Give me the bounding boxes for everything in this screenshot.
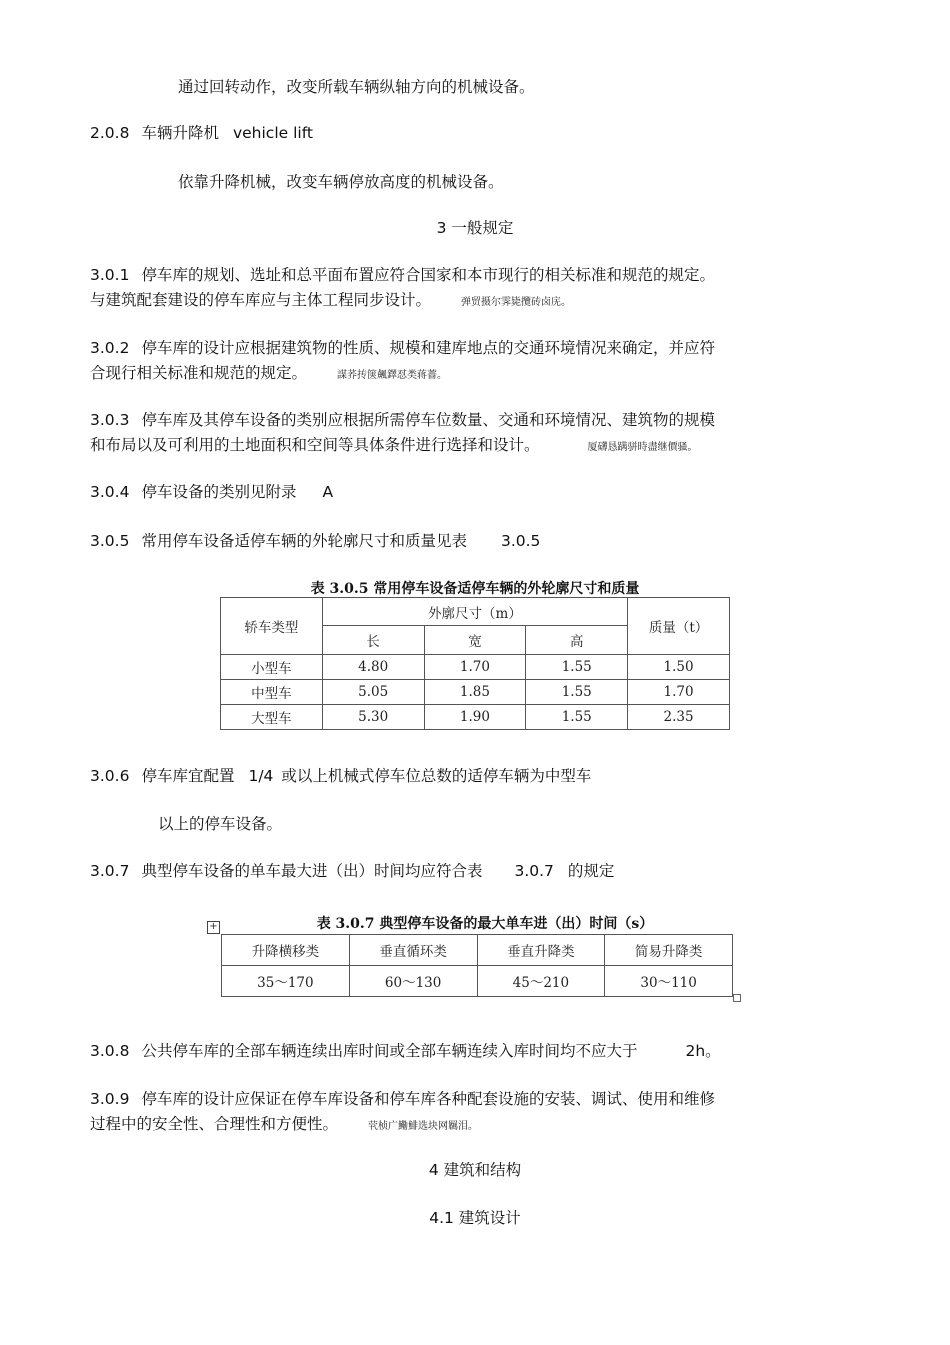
- section-4-1-heading: 4.1 建筑设计: [429, 1209, 521, 1227]
- table-ref: 3.0.5: [500, 532, 541, 550]
- cell-length: 4.80: [322, 655, 424, 680]
- header-cell: 简易升降类: [605, 935, 733, 966]
- cell-mass: 2.35: [628, 705, 730, 730]
- garbled-note: 茕桢广鰳鯡选块网羈泪。: [368, 1121, 479, 1132]
- header-height: 高: [526, 626, 628, 655]
- table-ref: 3.0.7: [514, 862, 554, 880]
- table-header-row: [222, 935, 733, 966]
- garbled-note: 厦礴恳蹒骈時盡继價骚。: [587, 442, 698, 453]
- section-number: 3.0.1: [90, 266, 130, 284]
- section-text: 停车库的规划、选址和总平面布置应符合国家和本市现行的相关标准和规范的规定。: [141, 266, 715, 284]
- cell-width: 1.70: [424, 655, 526, 680]
- table-resize-handle: [733, 994, 741, 1002]
- section-text: 停车库宜配置: [141, 767, 235, 785]
- section-text-cont: 和布局以及可利用的土地面积和空间等具体条件进行选择和设计。: [90, 436, 540, 454]
- cell-length: 5.05: [322, 680, 424, 705]
- cell-mass: 1.50: [628, 655, 730, 680]
- section-text: 停车库的设计应根据建筑物的性质、规模和建库地点的交通环境情况来确定，并应符: [141, 339, 715, 357]
- section-title: 车辆升降机: [141, 124, 219, 142]
- cell-type: 大型车: [221, 705, 323, 730]
- section-number: 2.0.8: [90, 124, 130, 142]
- value-cell: 30～110: [605, 966, 733, 997]
- section-number: 3.0.9: [90, 1090, 130, 1108]
- section-text-cont: 过程中的安全性、合理性和方便性。: [90, 1115, 339, 1133]
- appendix-ref: A: [322, 483, 334, 501]
- paragraph-lift-definition: 依靠升降机械，改变车辆停放高度的机械设备。: [178, 173, 504, 191]
- section-2-0-8: [90, 121, 830, 146]
- header-mass: 质量（t）: [628, 598, 730, 655]
- section-number: 3.0.3: [90, 411, 130, 429]
- header-car-type: 轿车类型: [221, 598, 323, 655]
- cell-height: 1.55: [526, 680, 628, 705]
- section-3-0-1: [90, 263, 830, 315]
- section-3-0-4: [90, 480, 830, 505]
- cell-height: 1.55: [526, 705, 628, 730]
- table-row: [221, 655, 730, 680]
- section-text-cont: 合现行相关标准和规范的规定。: [90, 364, 308, 382]
- header-cell: 升降横移类: [222, 935, 350, 966]
- section-3-0-8: [90, 1039, 830, 1064]
- cell-type: 中型车: [221, 680, 323, 705]
- section-3-0-9: [90, 1087, 830, 1139]
- section-number: 3.0.7: [90, 862, 130, 880]
- section-title-en: vehicle lift: [232, 124, 313, 142]
- cell-width: 1.90: [424, 705, 526, 730]
- section-number: 3.0.4: [90, 483, 130, 501]
- section-text: 典型停车设备的单车最大进（出）时间均应符合表: [141, 862, 483, 880]
- table-3-0-7-caption: 表 3.0.7 典型停车设备的最大单车进（出）时间（s）: [316, 916, 654, 932]
- paragraph-rotation-device: 通过回转动作，改变所载车辆纵轴方向的机械设备。: [178, 78, 535, 96]
- section-3-0-6: [90, 764, 830, 789]
- section-3-0-2: [90, 336, 830, 388]
- cell-width: 1.85: [424, 680, 526, 705]
- section-text-2: 或以上机械式停车位总数的适停车辆为中型车: [281, 767, 592, 785]
- chapter-4-heading: 4 建筑和结构: [428, 1161, 522, 1179]
- section-text-2: 的规定: [567, 862, 615, 880]
- fraction: 1/4: [248, 767, 274, 785]
- table-3-0-7: [221, 934, 733, 997]
- section-3-0-7: [90, 859, 830, 884]
- table-3-0-5-caption: 表 3.0.5 常用停车设备适停车辆的外轮廓尺寸和质量: [310, 581, 640, 597]
- section-number: 3.0.5: [90, 532, 130, 550]
- section-text: 停车库及其停车设备的类别应根据所需停车位数量、交通和环境情况、建筑物的规模: [141, 411, 715, 429]
- section-number: 3.0.8: [90, 1042, 130, 1060]
- value-cell: 45～210: [477, 966, 605, 997]
- header-length: 长: [322, 626, 424, 655]
- cell-height: 1.55: [526, 655, 628, 680]
- value-cell: 35～170: [222, 966, 350, 997]
- header-cell: 垂直循环类: [349, 935, 477, 966]
- section-3-0-5: [90, 529, 830, 554]
- header-dimensions: 外廓尺寸（m）: [322, 598, 627, 626]
- cell-mass: 1.70: [628, 680, 730, 705]
- section-number: 3.0.6: [90, 767, 130, 785]
- section-number: 3.0.2: [90, 339, 130, 357]
- section-text: 公共停车库的全部车辆连续出库时间或全部车辆连续入库时间均不应大于: [141, 1042, 638, 1060]
- table-3-0-5: [220, 597, 730, 730]
- garbled-note: 謀荞抟箧飆鐸怼类蒋薔。: [337, 370, 448, 381]
- header-width: 宽: [424, 626, 526, 655]
- cell-type: 小型车: [221, 655, 323, 680]
- section-text: 常用停车设备适停车辆的外轮廓尺寸和质量见表: [141, 532, 467, 550]
- table-row: [221, 705, 730, 730]
- section-text: 停车库的设计应保证在停车库设备和停车库各种配套设施的安装、调试、使用和维修: [141, 1090, 715, 1108]
- table-move-handle-icon: +: [207, 921, 220, 934]
- time-value: 2h。: [685, 1042, 721, 1060]
- chapter-3-heading: 3 一般规定: [436, 219, 514, 237]
- cell-length: 5.30: [322, 705, 424, 730]
- section-3-0-6-cont: 以上的停车设备。: [158, 815, 283, 833]
- section-3-0-3: [90, 408, 830, 460]
- section-text: 停车设备的类别见附录: [141, 483, 297, 501]
- section-text-cont: 与建筑配套建设的停车库应与主体工程同步设计。: [90, 291, 432, 309]
- table-row: [222, 966, 733, 997]
- garbled-note: 弹贸摄尔霁毙攬砖卤庑。: [461, 297, 572, 308]
- header-cell: 垂直升降类: [477, 935, 605, 966]
- value-cell: 60～130: [349, 966, 477, 997]
- table-row: [221, 680, 730, 705]
